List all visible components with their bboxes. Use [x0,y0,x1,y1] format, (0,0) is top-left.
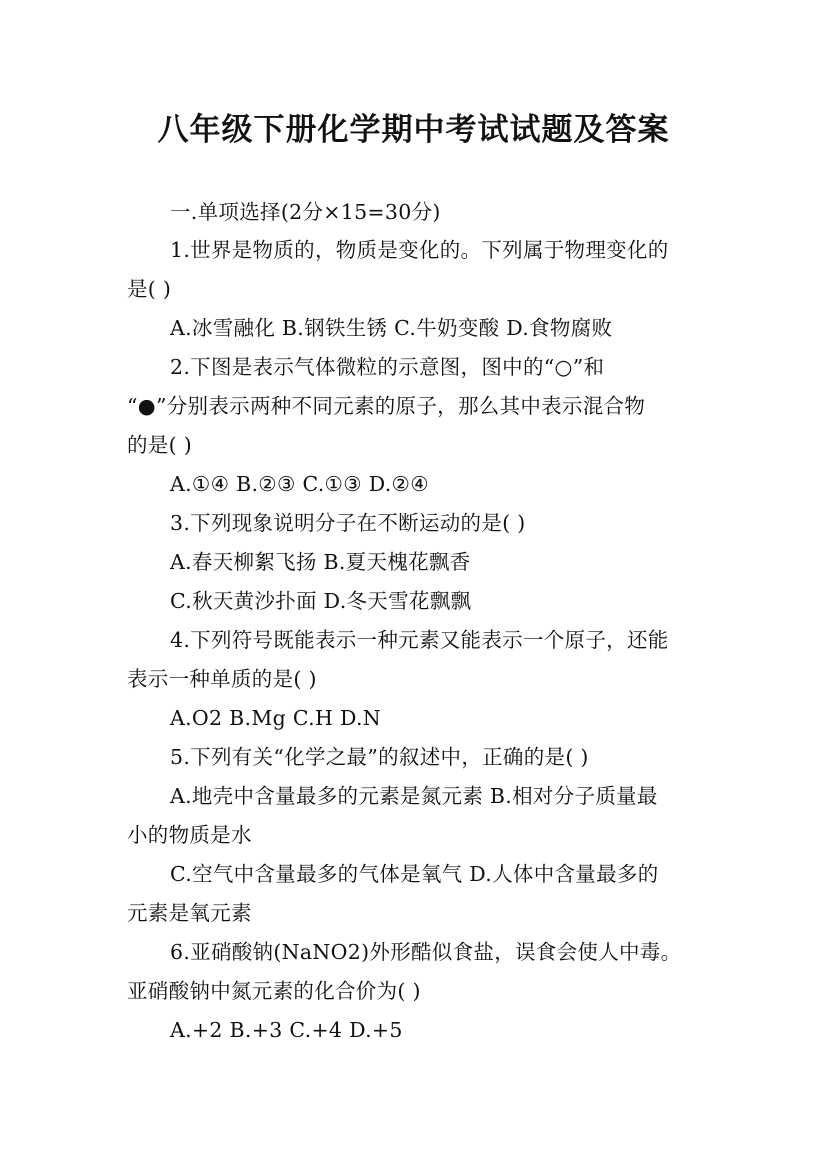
document-title: 八年级下册化学期中考试试题及答案 [157,112,670,148]
question-5-option-c-cont: 元素是氧元素 [127,901,252,925]
section-heading: 一.单项选择(2分×15=30分) [170,200,441,224]
question-6-text: 6.亚硝酸钠(NaNO2)外形酷似食盐，误食会使人中毒。 [170,940,682,964]
question-5-option-a: A.地壳中含量最多的元素是氮元素 B.相对分子质量最 [170,784,658,808]
question-2-text: 2.下图是表示气体微粒的示意图，图中的“○”和 [170,355,605,379]
question-2-text-cont-2: 的是( ) [127,433,193,457]
question-5-option-a-cont: 小的物质是水 [127,823,252,847]
question-1-options: A.冰雪融化 B.钢铁生锈 C.牛奶变酸 D.食物腐败 [170,316,613,340]
question-4-text: 4.下列符号既能表示一种元素又能表示一个原子，还能 [170,628,669,652]
question-1-text: 1.世界是物质的，物质是变化的。下列属于物理变化的 [170,238,669,262]
question-1-text-cont: 是( ) [127,277,172,301]
question-2-options: A.①④ B.②③ C.①③ D.②④ [170,472,429,496]
question-4-text-cont: 表示一种单质的是( ) [127,667,317,691]
question-5-option-c: C.空气中含量最多的气体是氧气 D.人体中含量最多的 [170,862,659,886]
question-5-text: 5.下列有关“化学之最”的叙述中，正确的是( ) [170,745,589,769]
question-2-text-cont: “●”分别表示两种不同元素的原子，那么其中表示混合物 [127,394,646,418]
question-6-options: A.+2 B.+3 C.+4 D.+5 [170,1018,403,1042]
question-4-options: A.O2 B.Mg C.H D.N [170,706,382,730]
question-3-options-1: A.春天柳絮飞扬 B.夏天槐花飘香 [170,550,471,574]
question-3-text: 3.下列现象说明分子在不断运动的是( ) [170,511,526,535]
question-6-text-cont: 亚硝酸钠中氮元素的化合价为( ) [127,979,421,1003]
question-3-options-2: C.秋天黄沙扑面 D.冬天雪花飘飘 [170,589,472,613]
